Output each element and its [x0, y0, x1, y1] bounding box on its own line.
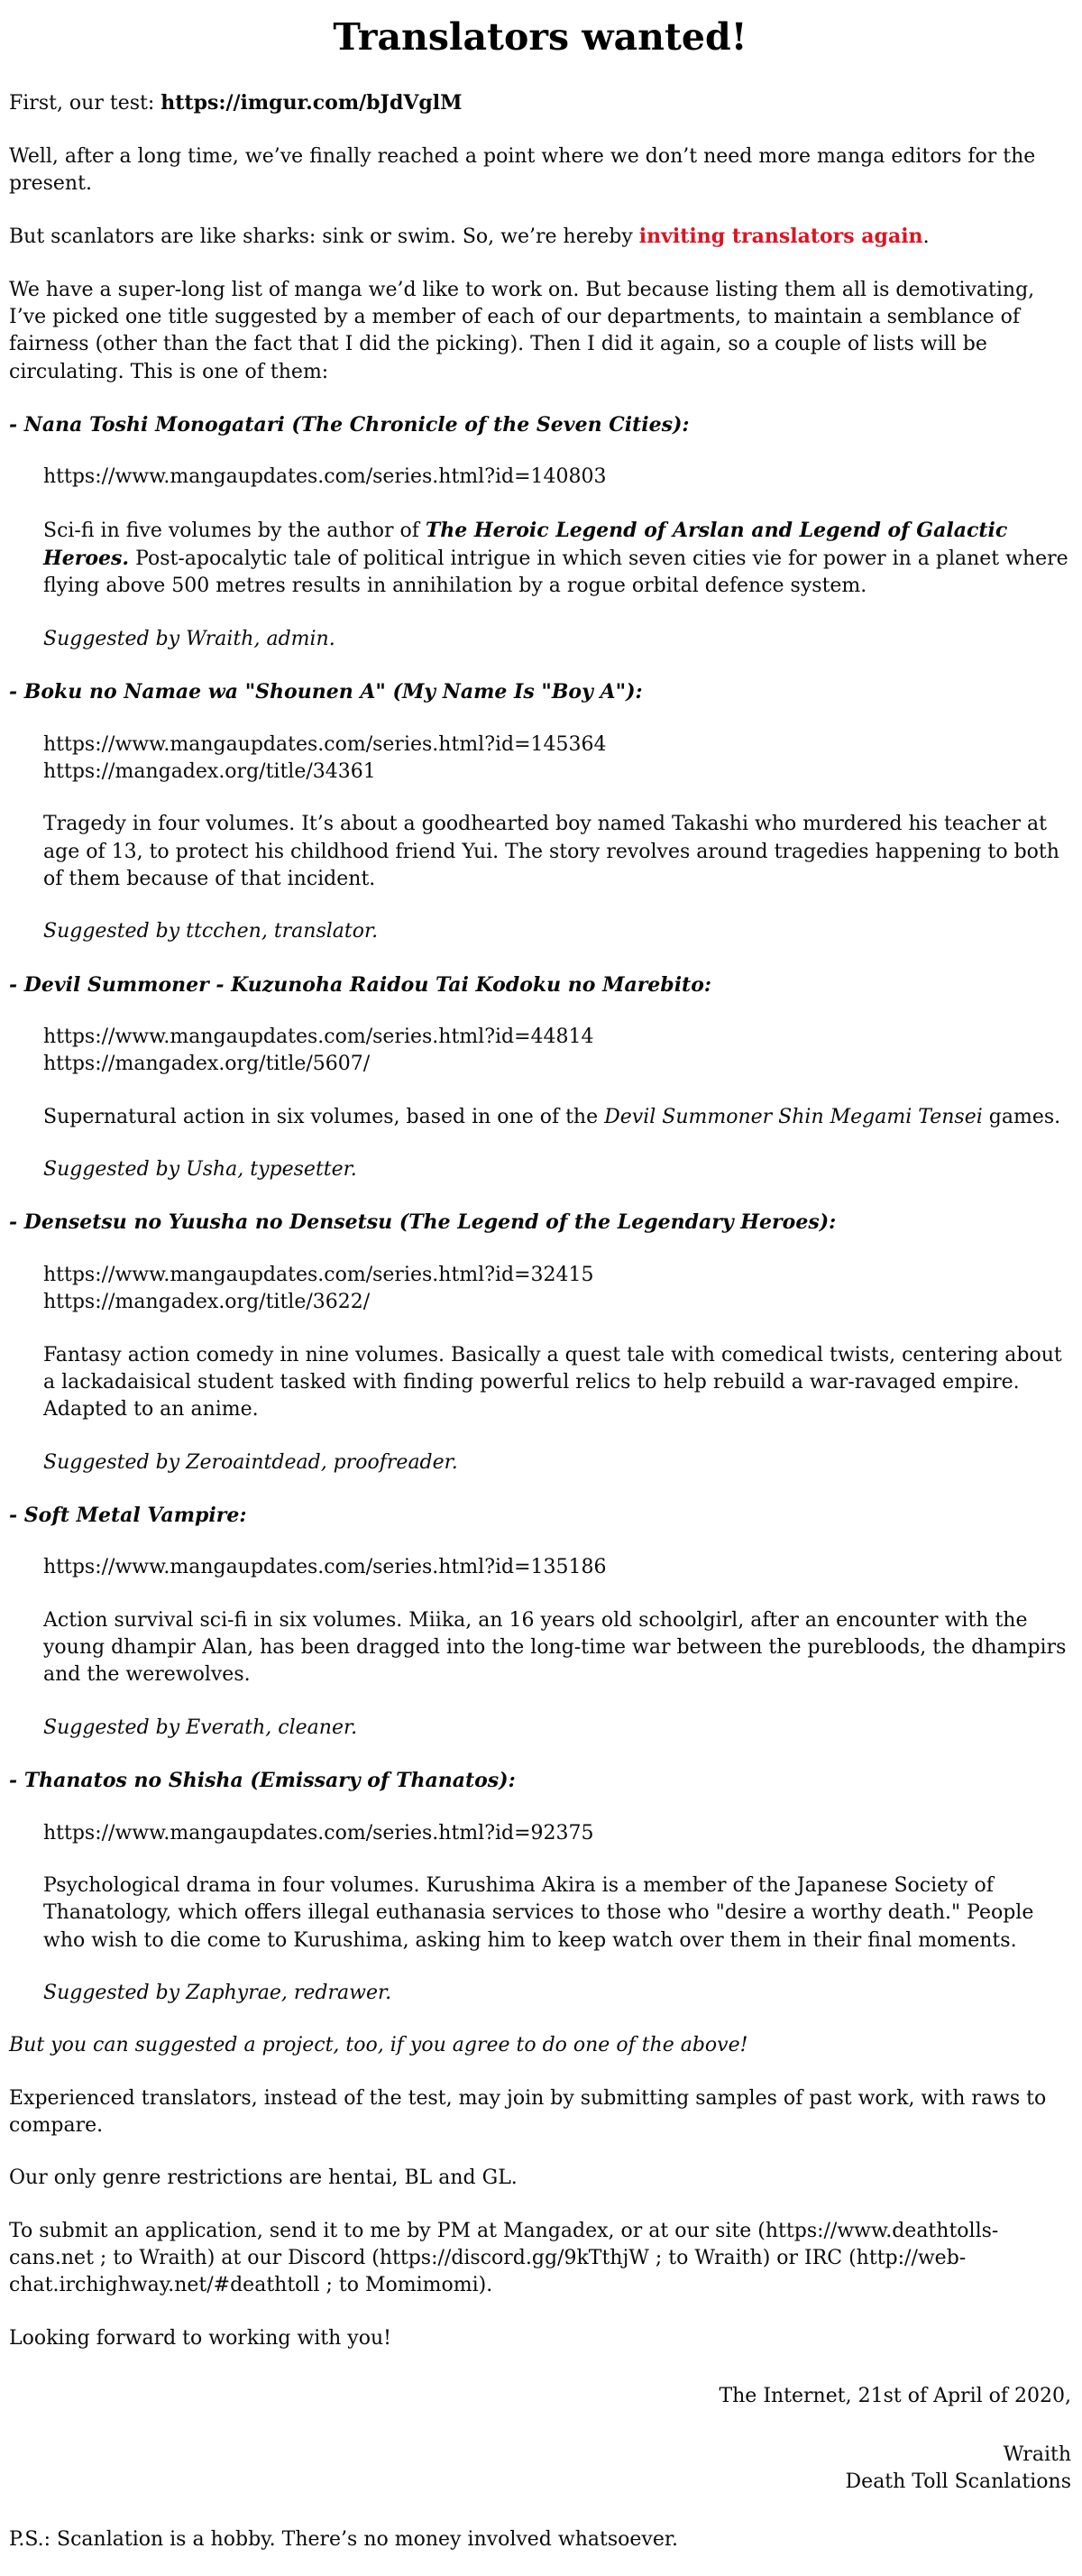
- manga-title: - Boku no Namae wa "Shounen A" (My Name Is "Boy A"):: [9, 680, 643, 704]
- manga-description: Action survival sci-fi in six volumes. Miika, an 16 years old schoolgirl, after an encounter with the young dhampir Alan, has been dragged into the long-time war between the purebloods, the dhampirs and the werewolves.: [43, 1608, 1067, 1687]
- manga-title: - Densetsu no Yuusha no Densetsu (The Legend of the Legendary Heroes):: [9, 1210, 837, 1235]
- manga-description: Tragedy in four volumes. It’s about a goodhearted boy named Takashi who murdered his teacher at age of 13, to protect his childhood friend Yui. The story revolves around tragedies happening to both of them because of that incident.: [43, 813, 1059, 890]
- mangaupdates-url: https://www.mangaupdates.com/series.html?id=32415: [43, 1263, 594, 1286]
- sharks-text: But scanlators are like sharks: sink or swim. So, we’re hereby: [9, 225, 639, 249]
- manga-entry-shounen-a: [9, 678, 1071, 946]
- manga-entry-soft-metal-vampire: [9, 1502, 1071, 1742]
- test-line: [9, 89, 1071, 117]
- suggested-by: Suggested by Usha, typesetter.: [43, 1158, 357, 1182]
- signature-name: Wraith: [1003, 2443, 1071, 2466]
- manga-title: - Soft Metal Vampire:: [9, 1504, 247, 1527]
- manga-description: Fantasy action comedy in nine volumes. Basically a quest tale with comedical twists, centering about a lackadaisical student tasked with finding powerful relics to help rebuild a war-ravaged empire. Adapted to an anime.: [43, 1343, 1062, 1421]
- manga-links: [43, 1024, 1071, 1079]
- manga-links: [43, 731, 1071, 787]
- suggest-note: But you can suggested a project, too, if you agree to do one of the above!: [9, 2034, 748, 2057]
- dateline: The Internet, 21st of April of 2020,: [719, 2385, 1071, 2408]
- description-text: Supernatural action in six volumes, based in one of the: [43, 1105, 605, 1128]
- mangaupdates-url: https://www.mangaupdates.com/series.html?id=140803: [43, 465, 607, 489]
- manga-links: [43, 1554, 1071, 1581]
- manga-links: [43, 464, 1071, 491]
- genre-restrictions: Our only genre restrictions are hentai, BL and GL.: [9, 2167, 518, 2190]
- test-url: https://imgur.com/bJdVglM: [160, 91, 463, 115]
- postscript: P.S.: Scanlation is a hobby. There’s no money involved whatsoever.: [9, 2528, 678, 2552]
- manga-title: - Nana Toshi Monogatari (The Chronicle of the Seven Cities):: [9, 413, 690, 437]
- manga-entry-thanatos: [9, 1767, 1071, 2007]
- manga-description: [43, 1104, 1071, 1131]
- manga-description: [43, 517, 1071, 601]
- manga-links: [43, 1820, 1071, 1847]
- list-intro-paragraph: We have a super-long list of manga we’d like to work on. But because listing them all is demotivating, I’ve picked one title suggested by a member of each of our departments, to maintain a semblance of fairness (other than the fact that I did the picking). Then I did it again, so a couple of lists will be circulating. This is one of them:: [9, 278, 1035, 383]
- referenced-work: The Heroic Legend of Arslan and Legend of Galactic Heroes.: [43, 518, 1008, 571]
- manga-links: [43, 1262, 1071, 1317]
- mangadex-url: https://mangadex.org/title/3622/: [43, 1291, 371, 1314]
- mangaupdates-url: https://www.mangaupdates.com/series.html?id=92375: [43, 1821, 594, 1845]
- suggested-by: Suggested by Wraith, admin.: [43, 627, 335, 650]
- manga-entry-densetsu: [9, 1209, 1071, 1477]
- suggested-by: Suggested by Everath, cleaner.: [43, 1716, 358, 1739]
- suggested-by: Suggested by Zeroaintdead, proofreader.: [43, 1450, 458, 1474]
- mangaupdates-url: https://www.mangaupdates.com/series.html?id=44814: [43, 1026, 594, 1049]
- mangaupdates-url: https://www.mangaupdates.com/series.html?id=135186: [43, 1556, 607, 1579]
- signature-group: Death Toll Scanlations: [845, 2470, 1071, 2493]
- manga-description: Psychological drama in four volumes. Kurushima Akira is a member of the Japanese Society of Thanatology, which offers illegal euthanasia services to those who "desire a worthy death." People who wish to die come to Kurushima, asking him to keep watch over them in their final moments.: [43, 1873, 1034, 1952]
- mangaupdates-url: https://www.mangaupdates.com/series.html?id=145364: [43, 732, 607, 756]
- mangadex-url: https://mangadex.org/title/34361: [43, 759, 376, 783]
- editors-paragraph: Well, after a long time, we’ve finally reached a point where we don’t need more manga editors for the present.: [9, 144, 1036, 195]
- description-text: games.: [982, 1105, 1061, 1128]
- manga-entry-nana-toshi: [9, 411, 1071, 653]
- manga-entry-devil-summoner: [9, 971, 1071, 1184]
- test-line-prefix: First, our test:: [9, 92, 161, 115]
- looking-forward: Looking forward to working with you!: [9, 2326, 391, 2350]
- mangadex-url: https://mangadex.org/title/5607/: [43, 1053, 371, 1076]
- page-title: Translators wanted!: [333, 15, 747, 59]
- manga-title: - Thanatos no Shisha (Emissary of Thanatos):: [9, 1769, 516, 1793]
- inviting-translators-highlight: inviting translators again: [638, 225, 923, 249]
- referenced-work: Devil Summoner Shin Megami Tensei: [604, 1105, 983, 1128]
- suggested-by: Suggested by Zaphyrae, redrawer.: [43, 1981, 392, 2004]
- submit-instructions: To submit an application, send it to me by PM at Mangadex, or at our site (https://www.deathtollscans.net ; to Wraith) at our Discord (https://discord.gg/9kTthjW ; to Wraith) or IRC (http://webchat.irchighway.net/#deathtoll ; to Momimomi).: [9, 2219, 999, 2297]
- sharks-text-end: .: [922, 225, 930, 249]
- sharks-paragraph: [9, 223, 1071, 251]
- experienced-paragraph: Experienced translators, instead of the test, may join by submitting samples of past work, with raws to compare.: [9, 2086, 1047, 2138]
- description-text: Sci-fi in five volumes by the author of: [43, 519, 426, 542]
- signature: [9, 2442, 1071, 2497]
- description-text: Post-apocalytic tale of political intrigue in which seven cities vie for power in a planet where flying above 500 metres results in annihilation by a rogue orbital defence system.: [43, 547, 1068, 598]
- manga-title: - Devil Summoner - Kuzunoha Raidou Tai Kodoku no Marebito:: [9, 972, 712, 997]
- suggested-by: Suggested by ttcchen, translator.: [43, 920, 379, 943]
